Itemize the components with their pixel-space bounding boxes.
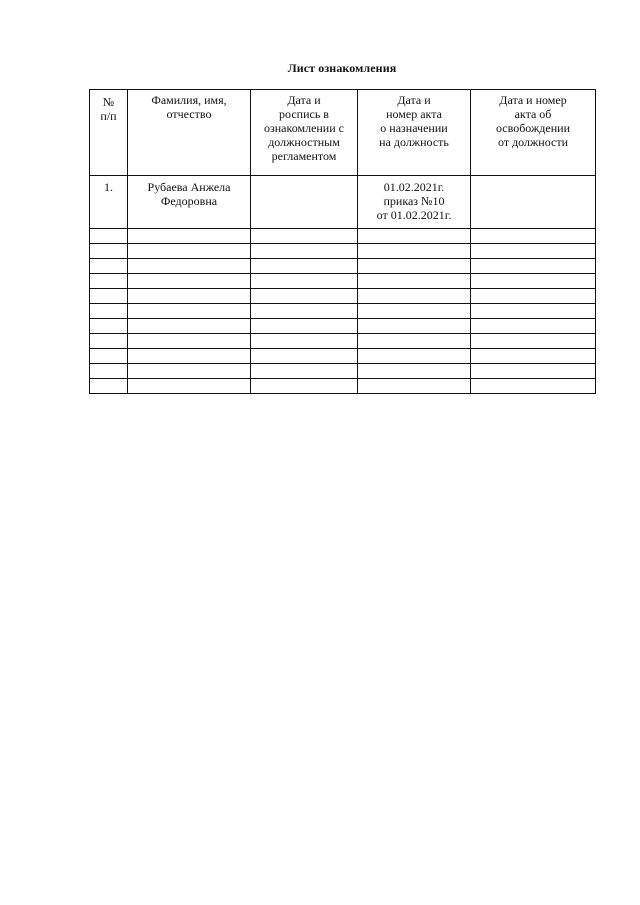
empty-cell [358, 289, 471, 304]
empty-cell [90, 274, 128, 289]
table-row-blank [90, 334, 596, 349]
table-row-blank [90, 319, 596, 334]
empty-cell [358, 364, 471, 379]
empty-cell [471, 229, 596, 244]
table-row-blank [90, 304, 596, 319]
empty-cell [251, 274, 358, 289]
cell-appointment: 01.02.2021г. приказ №10 от 01.02.2021г. [358, 176, 471, 229]
empty-cell [358, 229, 471, 244]
empty-cell [358, 304, 471, 319]
empty-cell [128, 334, 251, 349]
empty-cell [471, 319, 596, 334]
empty-cell [90, 229, 128, 244]
empty-cell [90, 379, 128, 394]
header-signature-date: Дата и роспись в ознакомлении с должностным регламентом [251, 90, 358, 176]
empty-cell [251, 229, 358, 244]
empty-cell [471, 289, 596, 304]
empty-cell [471, 304, 596, 319]
empty-cell [128, 289, 251, 304]
empty-cell [128, 304, 251, 319]
header-number: № п/п [90, 90, 128, 176]
empty-cell [90, 244, 128, 259]
document-title: Лист ознакомления [287, 61, 397, 75]
table-header-row [90, 90, 596, 176]
empty-cell [251, 244, 358, 259]
empty-cell [358, 379, 471, 394]
table-row-blank [90, 364, 596, 379]
empty-cell [358, 334, 471, 349]
header-dismissal-act: Дата и номер акта об освобождении от должности [471, 90, 596, 176]
header-appointment-act: Дата и номер акта о назначении на должность [358, 90, 471, 176]
empty-cell [471, 259, 596, 274]
empty-cell [251, 379, 358, 394]
empty-cell [128, 379, 251, 394]
empty-cell [471, 379, 596, 394]
cell-dismissal [471, 176, 596, 229]
empty-cell [90, 364, 128, 379]
table-row-blank [90, 274, 596, 289]
empty-cell [90, 319, 128, 334]
empty-cell [128, 349, 251, 364]
empty-cell [128, 229, 251, 244]
empty-cell [128, 259, 251, 274]
empty-cell [471, 364, 596, 379]
empty-cell [251, 349, 358, 364]
empty-cell [471, 334, 596, 349]
empty-cell [251, 259, 358, 274]
cell-number: 1. [90, 176, 128, 229]
table-row-blank [90, 259, 596, 274]
table-row [90, 176, 596, 229]
empty-cell [128, 244, 251, 259]
empty-cell [90, 304, 128, 319]
table-row-blank [90, 229, 596, 244]
empty-cell [251, 364, 358, 379]
empty-cell [358, 244, 471, 259]
empty-cell [251, 304, 358, 319]
empty-cell [358, 259, 471, 274]
empty-cell [358, 319, 471, 334]
table-row-blank [90, 379, 596, 394]
empty-cell [471, 349, 596, 364]
empty-cell [471, 244, 596, 259]
table-row-blank [90, 244, 596, 259]
empty-cell [90, 334, 128, 349]
acquaintance-table [89, 89, 596, 394]
empty-cell [128, 364, 251, 379]
table-row-blank [90, 349, 596, 364]
empty-cell [90, 289, 128, 304]
empty-cell [251, 289, 358, 304]
header-full-name: Фамилия, имя, отчество [128, 90, 251, 176]
empty-cell [251, 334, 358, 349]
cell-signature [251, 176, 358, 229]
cell-full-name: Рубаева Анжела Федоровна [128, 176, 251, 229]
empty-cell [358, 274, 471, 289]
empty-cell [358, 349, 471, 364]
empty-cell [90, 259, 128, 274]
empty-cell [471, 274, 596, 289]
empty-cell [128, 319, 251, 334]
empty-cell [128, 274, 251, 289]
empty-cell [90, 349, 128, 364]
table-row-blank [90, 289, 596, 304]
empty-cell [251, 319, 358, 334]
